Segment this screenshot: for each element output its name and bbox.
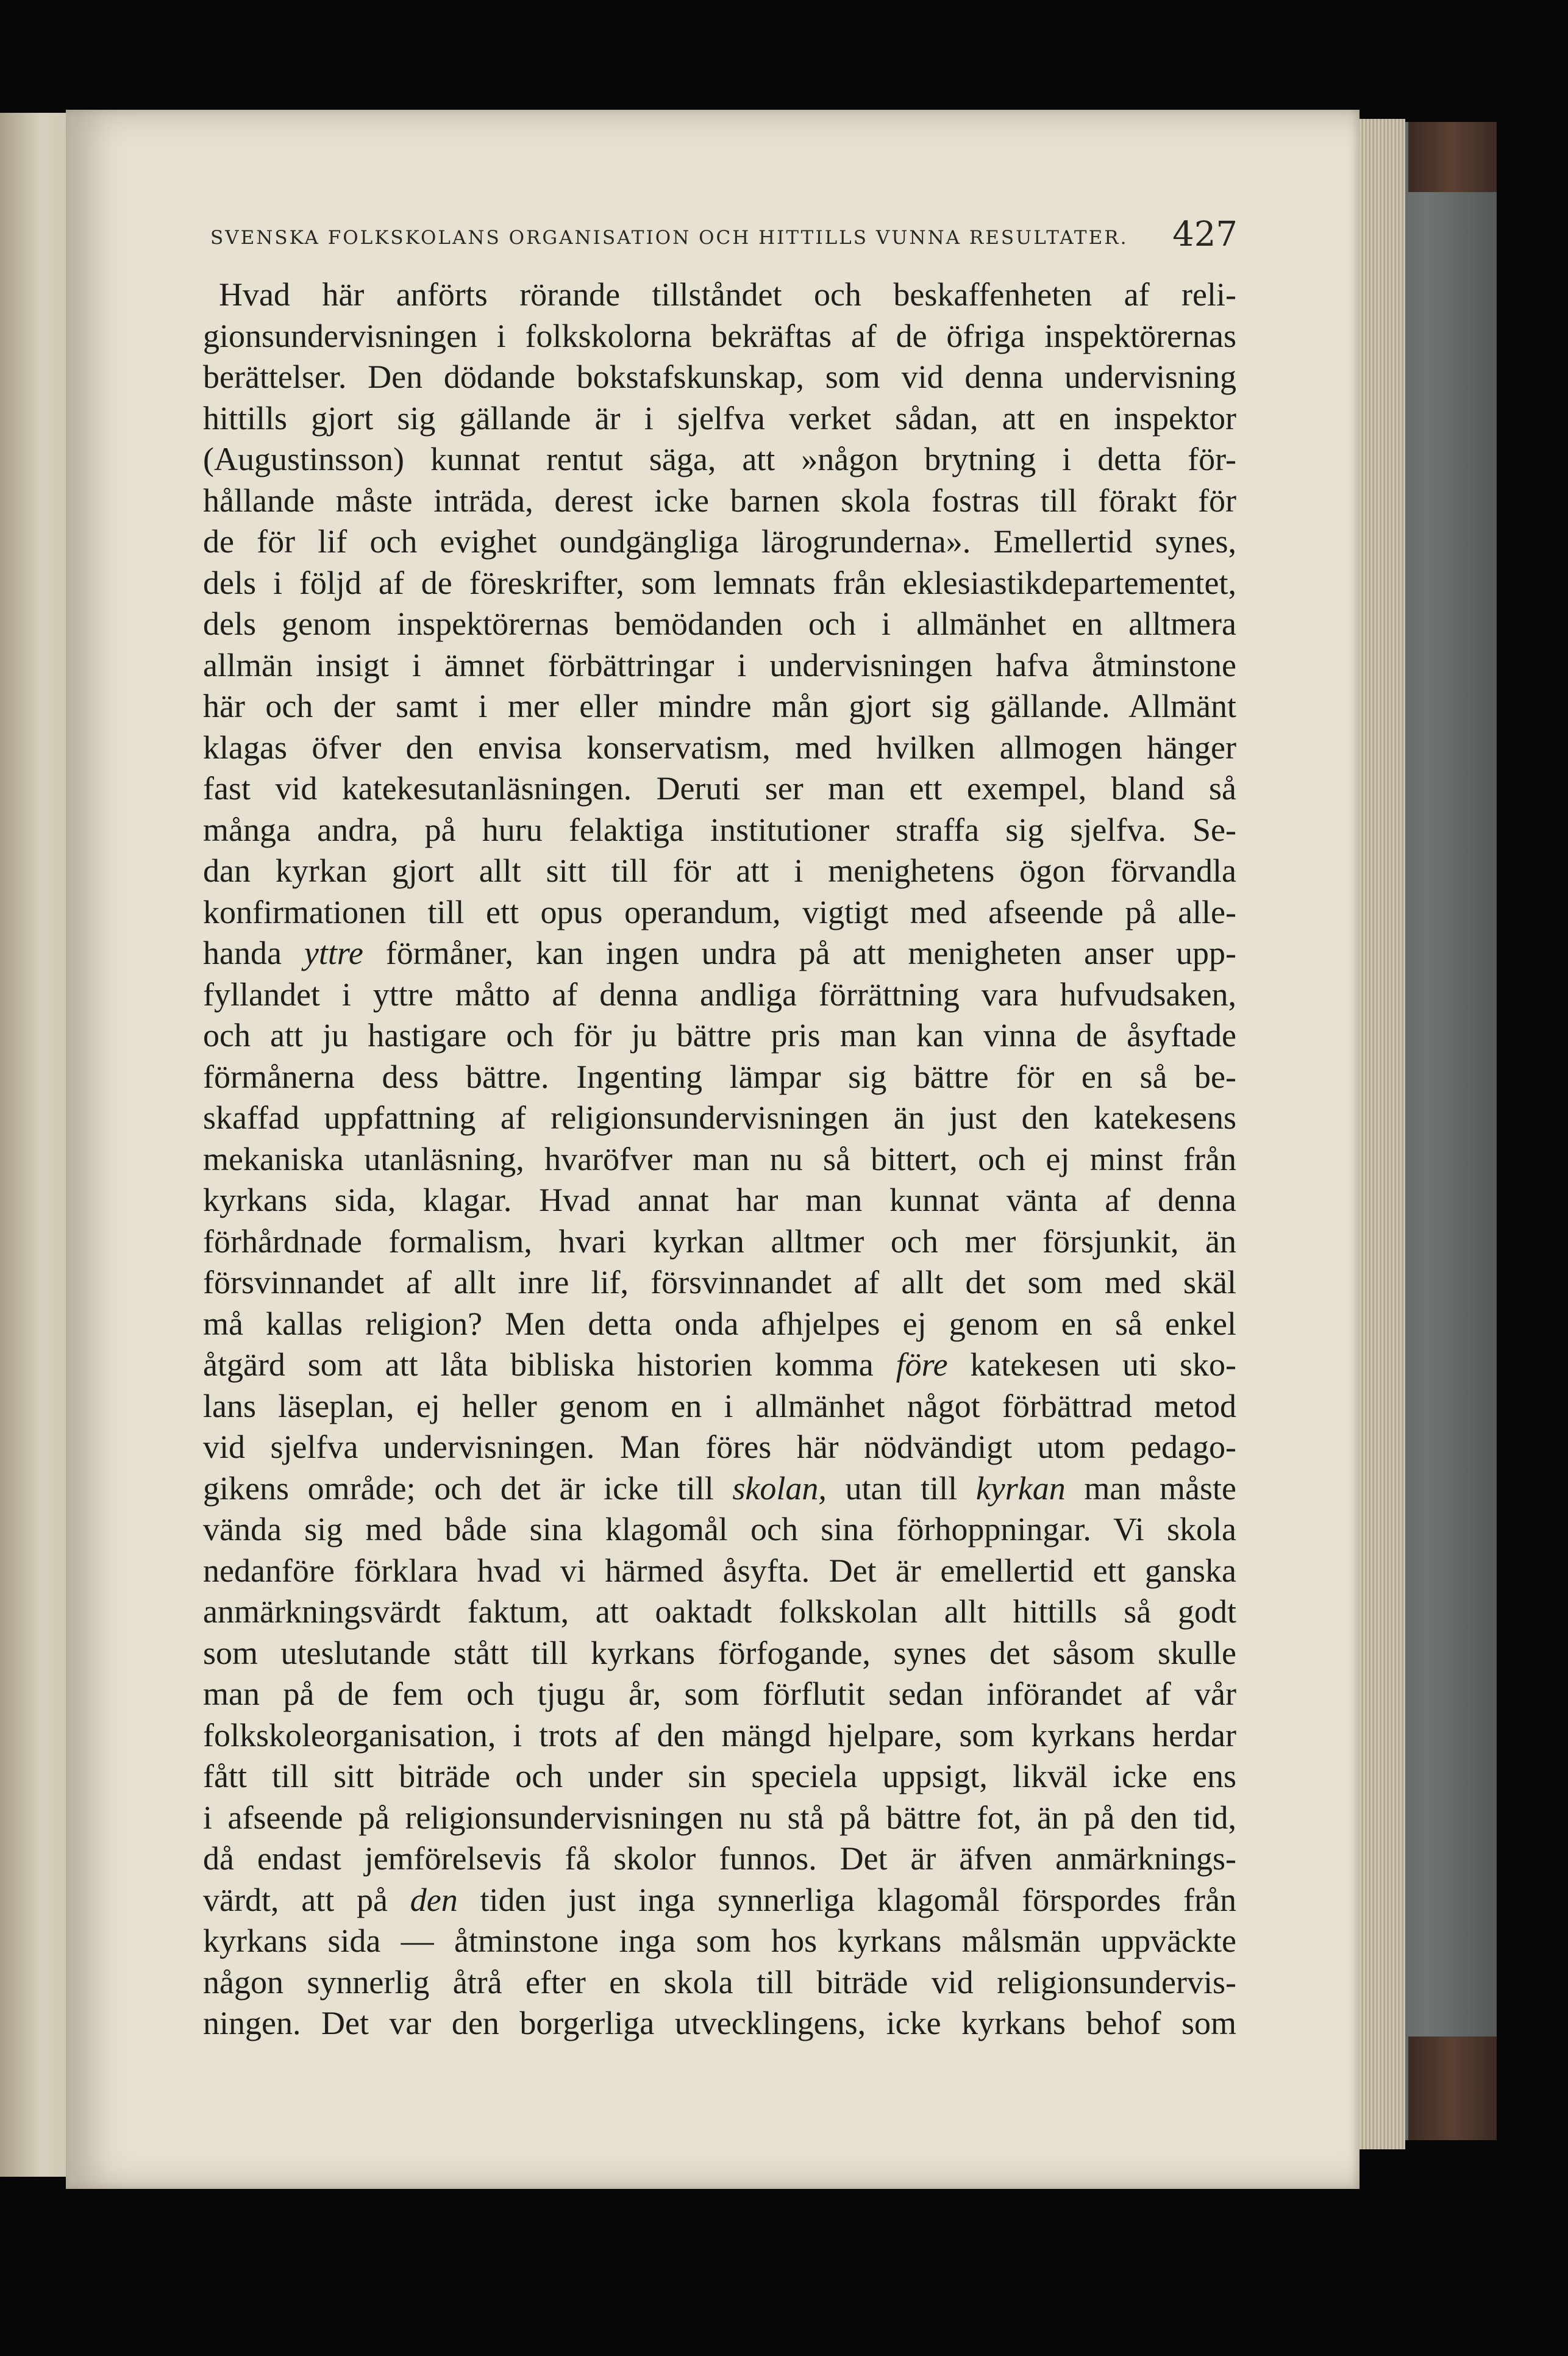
- text-line: nedanföre förklara hvad vi härmed åsyfta. Det är emellertid ett ganska: [203, 1552, 1236, 1589]
- text-line: Hvad här anförts rörande tillståndet och beskaffenheten af reli-: [219, 276, 1236, 313]
- text-line: anmärkningsvärdt faktum, att oaktadt folkskolan allt hittills så godt: [203, 1593, 1236, 1630]
- text-line: vid sjelfva undervisningen. Man föres här nödvändigt utom pedago-: [203, 1429, 1236, 1465]
- text-line: dels genom inspektörernas bemödanden och i allmänhet en alltmera: [203, 605, 1236, 642]
- text-line: då endast jemförelsevis få skolor funnos. Det är äfven anmärknings-: [203, 1840, 1236, 1877]
- text-line: allmän insigt i ämnet förbättringar i undervisningen hafva åtminstone: [203, 646, 1236, 684]
- text-line: här och der samt i mer eller mindre mån gjort sig gällande. Allmänt: [203, 688, 1236, 724]
- text-line: hållande måste inträda, derest icke barnen skola fostras till förakt för: [203, 482, 1236, 519]
- text-line: man på de fem och tjugu år, som förflutit sedan införandet af vår: [203, 1676, 1236, 1712]
- facing-page-edge: [0, 113, 68, 2177]
- cover-leather-corner-top: [1408, 122, 1497, 192]
- text-line: fyllandet i yttre måtto af denna andliga förrättning vara hufvudsaken,: [203, 976, 1236, 1013]
- text-line: klagas öfver den envisa konservatism, med hvilken allmogen hänger: [203, 729, 1236, 766]
- text-line: i afseende på religionsundervisningen nu stå på bättre fot, än på den tid,: [203, 1799, 1236, 1836]
- text-line: de för lif och evighet oundgängliga lärogrunderna». Emellertid synes,: [203, 523, 1236, 560]
- text-line: ningen. Det var den borgerliga utvecklingens, icke kyrkans behof som: [203, 2005, 1236, 2041]
- body-text: [203, 274, 1236, 2044]
- text-line: folkskoleorganisation, i trots af den mängd hjelpare, som kyrkans herdar: [203, 1716, 1236, 1754]
- text-line: gionsundervisningen i folkskolorna bekräftas af de öfriga inspektörernas: [203, 317, 1236, 354]
- text-line: skaffad uppfattning af religionsundervisningen än just den katekesens: [203, 1099, 1236, 1136]
- text-line: berättelser. Den dödande bokstafskunskap, som vid denna undervisning: [203, 359, 1236, 395]
- text-line: kyrkans sida — åtminstone inga som hos kyrkans målsmän uppväckte: [203, 1922, 1236, 1959]
- text-line: handa yttre förmåner, kan ingen undra på att menigheten anser upp-: [203, 935, 1236, 971]
- text-line: dan kyrkan gjort allt sitt till för att i menighetens ögon förvandla: [203, 852, 1236, 889]
- text-line: förhårdnade formalism, hvari kyrkan alltmer och mer försjunkit, än: [203, 1223, 1236, 1260]
- text-line: vända sig med både sina klagomål och sina förhoppningar. Vi skola: [203, 1511, 1236, 1547]
- text-line: fått till sitt biträde och under sin speciela uppsigt, likväl icke ens: [203, 1758, 1236, 1794]
- text-line: värdt, att på den tiden just inga synnerliga klagomål förspordes från: [203, 1881, 1236, 1918]
- cover-leather-corner-bottom: [1408, 2037, 1497, 2140]
- text-line: någon synnerlig åtrå efter en skola till biträde vid religionsundervis-: [203, 1963, 1236, 2001]
- text-line: och att ju hastigare och för ju bättre pris man kan vinna de åsyftade: [203, 1017, 1236, 1054]
- text-line: som uteslutande stått till kyrkans förfogande, synes det såsom skulle: [203, 1634, 1236, 1671]
- text-line: hittills gjort sig gällande är i sjelfva verket sådan, att en inspektor: [203, 399, 1236, 437]
- text-line: åtgärd som att låta bibliska historien komma före katekesen uti sko-: [203, 1346, 1236, 1383]
- text-line: förmånerna dess bättre. Ingenting lämpar sig bättre för en så be-: [203, 1058, 1236, 1095]
- text-line: gikens område; och det är icke till skolan, utan till kyrkan man måste: [203, 1469, 1237, 1507]
- running-title: SVENSKA FOLKSKOLANS ORGANISATION OCH HITTILLS VUNNA RESULTATER.: [210, 227, 1128, 249]
- text-line: konfirmationen till ett opus operandum, vigtigt med afseende på alle-: [203, 893, 1236, 930]
- text-line: (Augustinsson) kunnat rentut säga, att »någon brytning i detta för-: [203, 441, 1236, 477]
- text-line: många andra, på huru felaktiga institutioner straffa sig sjelfva. Se-: [203, 811, 1236, 848]
- text-line: fast vid katekesutanläsningen. Deruti ser man ett exempel, bland så: [203, 770, 1236, 807]
- text-line: mekaniska utanläsning, hvaröfver man nu så bittert, och ej minst från: [203, 1140, 1236, 1177]
- page-number: 427: [1172, 215, 1238, 254]
- text-line: kyrkans sida, klagar. Hvad annat har man kunnat vänta af denna: [203, 1182, 1236, 1218]
- text-line: lans läseplan, ej heller genom en i allmänhet något förbättrad metod: [203, 1387, 1236, 1424]
- text-line: dels i följd af de föreskrifter, som lemnats från eklesiastikdepartementet,: [203, 564, 1236, 601]
- text-line: försvinnandet af allt inre lif, försvinnandet af allt det som med skäl: [203, 1264, 1236, 1301]
- text-line: må kallas religion? Men detta onda afhjelpes ej genom en så enkel: [203, 1305, 1236, 1342]
